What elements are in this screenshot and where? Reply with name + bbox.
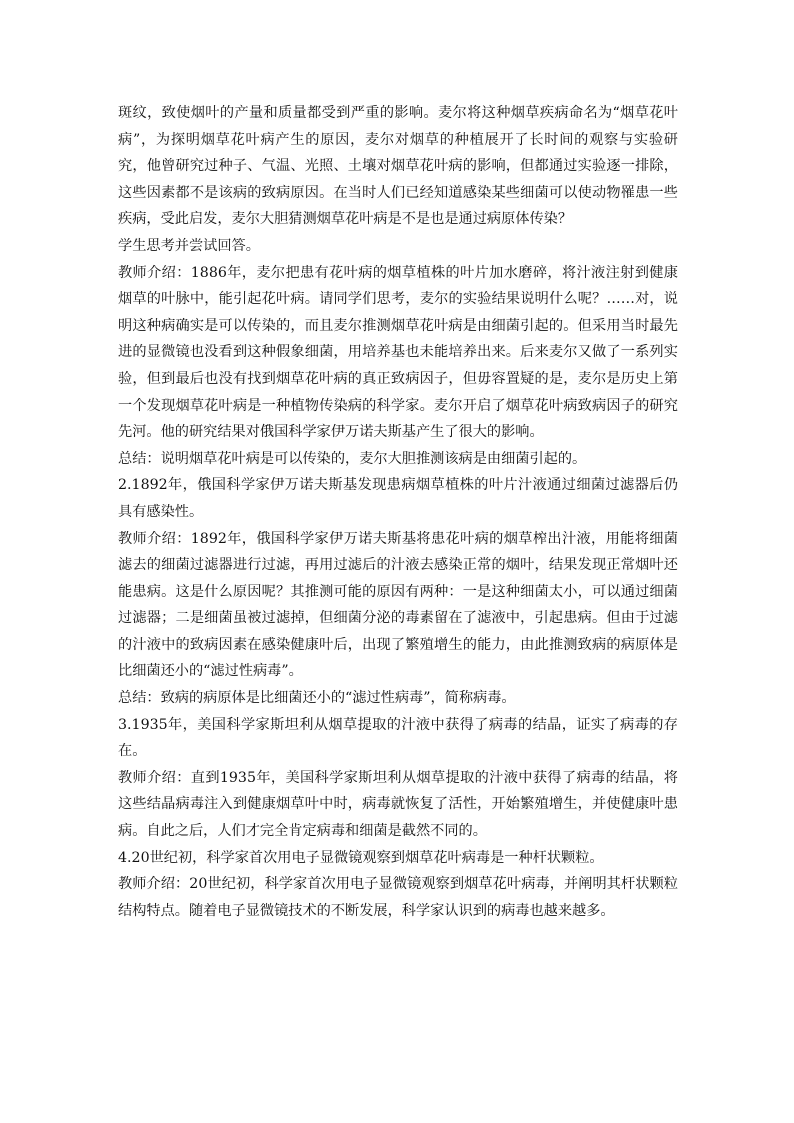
paragraph-point-20th-century: 4.20世纪初，科学家首次用电子显微镜观察到烟草花叶病毒是一种杆状颗粒。 [118, 849, 604, 866]
paragraph-student-activity: 学生思考并尝试回答。 [118, 237, 260, 254]
paragraph-point-1892: 2.1892年，俄国科学家伊万诺夫斯基发现患病烟草植株的叶片汁液通过细菌过滤器后仍具有感染性。 [118, 477, 678, 520]
paragraph-teacher-1886: 教师介绍：1886年，麦尔把患有花叶病的烟草植株的叶片加水磨碎，将汁液注射到健康烟草的叶脉中，能引起花叶病。请同学们思考，麦尔的实验结果说明什么呢？……对，说明这种病确实是可以传染的，而且麦尔推测烟草花叶病是由细菌引起的。但采用当时最先进的显微镜也没看到这种假象细菌，用培养基也未能培养出来。后来麦尔又做了一系列实验，但到最后也没有找到烟草花叶病的真正致病因子，但毋容置疑的是，麦尔是历史上第一个发现烟草花叶病是一种植物传染病的科学家。麦尔开启了烟草花叶病致病因子的研究先河。他的研究结果对俄国科学家伊万诺夫斯基产生了很大的影响。 [118, 264, 678, 441]
paragraph-intro-continued: 斑纹，致使烟叶的产量和质量都受到严重的影响。麦尔将这种烟草疾病命名为“烟草花叶病”，为探明烟草花叶病产生的原因，麦尔对烟草的种植展开了长时间的观察与实验研究，他曾研究过种子、气温、光照、土壤对烟草花叶病的影响，但都通过实验逐一排除，这些因素都不是该病的致病原因。在当时人们已经知道感染某些细菌可以使动物罹患一些疾病，受此启发，麦尔大胆猜测烟草花叶病是不是也是通过病原体传染？ [118, 105, 678, 228]
paragraph-teacher-1935: 教师介绍：直到1935年，美国科学家斯坦利从烟草提取的汁液中获得了病毒的结晶，将这些结晶病毒注入到健康烟草叶中时，病毒就恢复了活性，开始繁殖增生，并使健康叶患病。自此之后，人们才完全肯定病毒和细菌是截然不同的。 [118, 769, 678, 840]
paragraph-teacher-20th-century: 教师介绍：20世纪初，科学家首次用电子显微镜观察到烟草花叶病毒，并阐明其杆状颗粒结构特点。随着电子显微镜技术的不断发展，科学家认识到的病毒也越来越多。 [118, 876, 678, 919]
paragraph-teacher-1892: 教师介绍：1892年，俄国科学家伊万诺夫斯基将患花叶病的烟草榨出汁液，用能将细菌滤去的细菌过滤器进行过滤，再用过滤后的汁液去感染正常的烟叶，结果发现正常烟叶还能患病。这是什么原因呢？其推测可能的原因有两种：一是这种细菌太小，可以通过细菌过滤器；二是细菌虽被过滤掉，但细菌分泌的毒素留在了滤液中，引起患病。但由于过滤的汁液中的致病因素在感染健康叶后，出现了繁殖增生的能力，由此推测致病的病原体是比细菌还小的“滤过性病毒”。 [118, 530, 678, 680]
paragraph-summary-1: 总结：说明烟草花叶病是可以传染的，麦尔大胆推测该病是由细菌引起的。 [118, 450, 587, 467]
document-body [118, 100, 678, 924]
paragraph-summary-2: 总结：致病的病原体是比细菌还小的“滤过性病毒”，简称病毒。 [118, 690, 516, 707]
paragraph-point-1935: 3.1935年，美国科学家斯坦利从烟草提取的汁液中获得了病毒的结晶，证实了病毒的存在。 [118, 716, 678, 760]
